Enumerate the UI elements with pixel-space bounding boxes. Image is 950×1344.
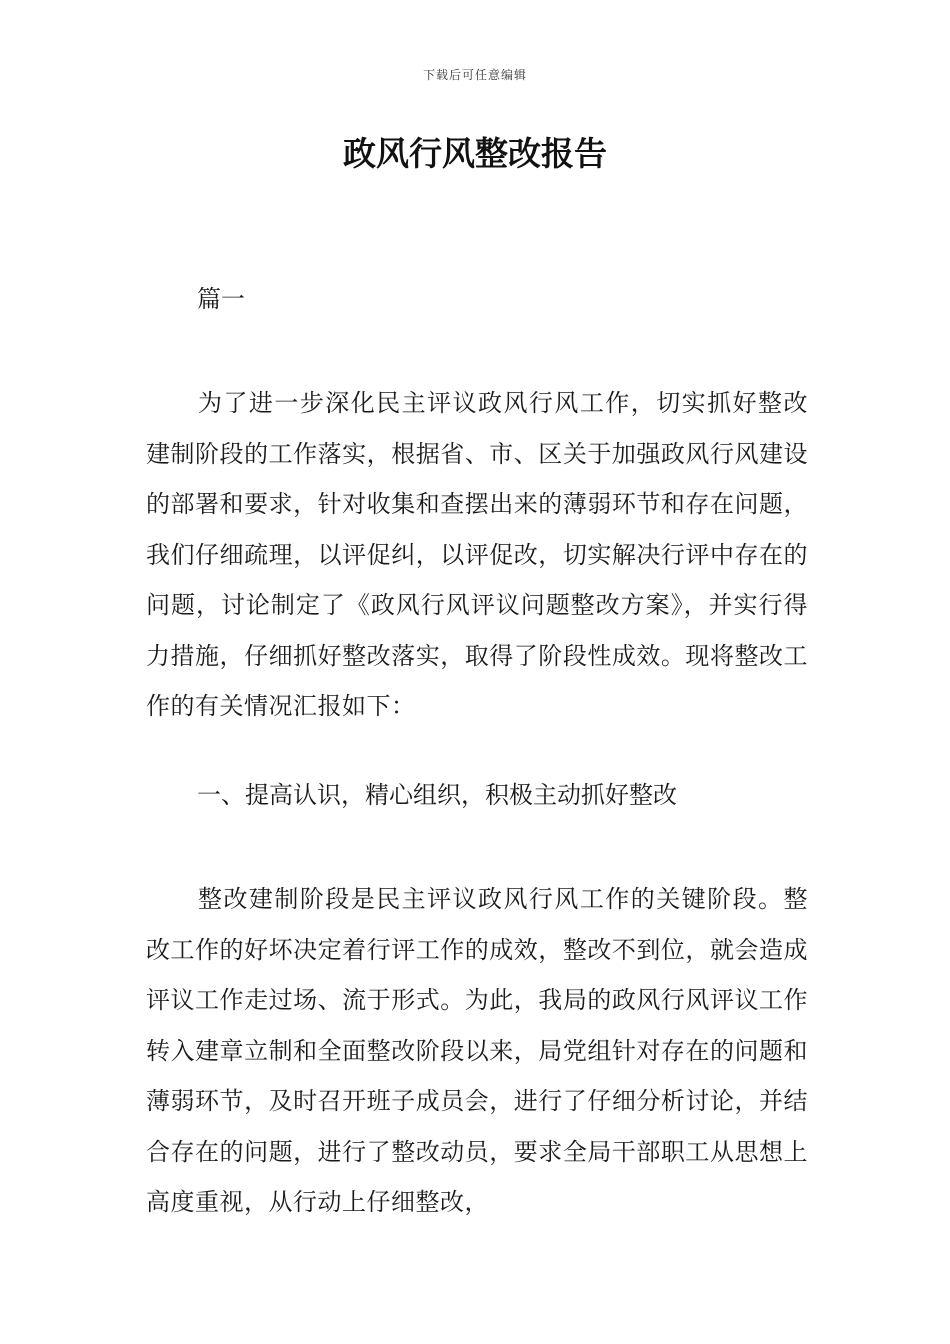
- subheading-1: 一、提高认识，精心组织，积极主动抓好整改: [197, 781, 677, 809]
- header-note: 下载后可任意编辑: [422, 68, 527, 82]
- body-paragraph-2: 整改建制阶段是民主评议政风行风工作的关键阶段。整改工作的好坏决定着行评工作的成效，整改不到位，就会造成评议工作走过场、流于形式。为此，我局的政风行风评议工作转入建章立制和全面整改阶段以来，局党组针对存在的问题和薄弱环节，及时召开班子成员会，进行了仔细分析讨论，并结合存在的问题，进行了整改动员，要求全局干部职工从思想上高度重视，从行动上仔细整改，: [146, 885, 808, 1216]
- section-label: 篇一: [197, 285, 245, 313]
- document-title: 政风行风整改报告: [343, 134, 607, 173]
- body-paragraph-1: 为了进一步深化民主评议政风行风工作，切实抓好整改建制阶段的工作落实，根据省、市、区关于加强政风行风建设的部署和要求，针对收集和查摆出来的薄弱环节和存在问题，我们仔细疏理，以评促纠，以评促改，切实解决行评中存在的问题，讨论制定了《政风行风评议问题整改方案》，并实行得力措施，仔细抓好整改落实，取得了阶段性成效。现将整改工作的有关情况汇报如下：: [146, 389, 808, 720]
